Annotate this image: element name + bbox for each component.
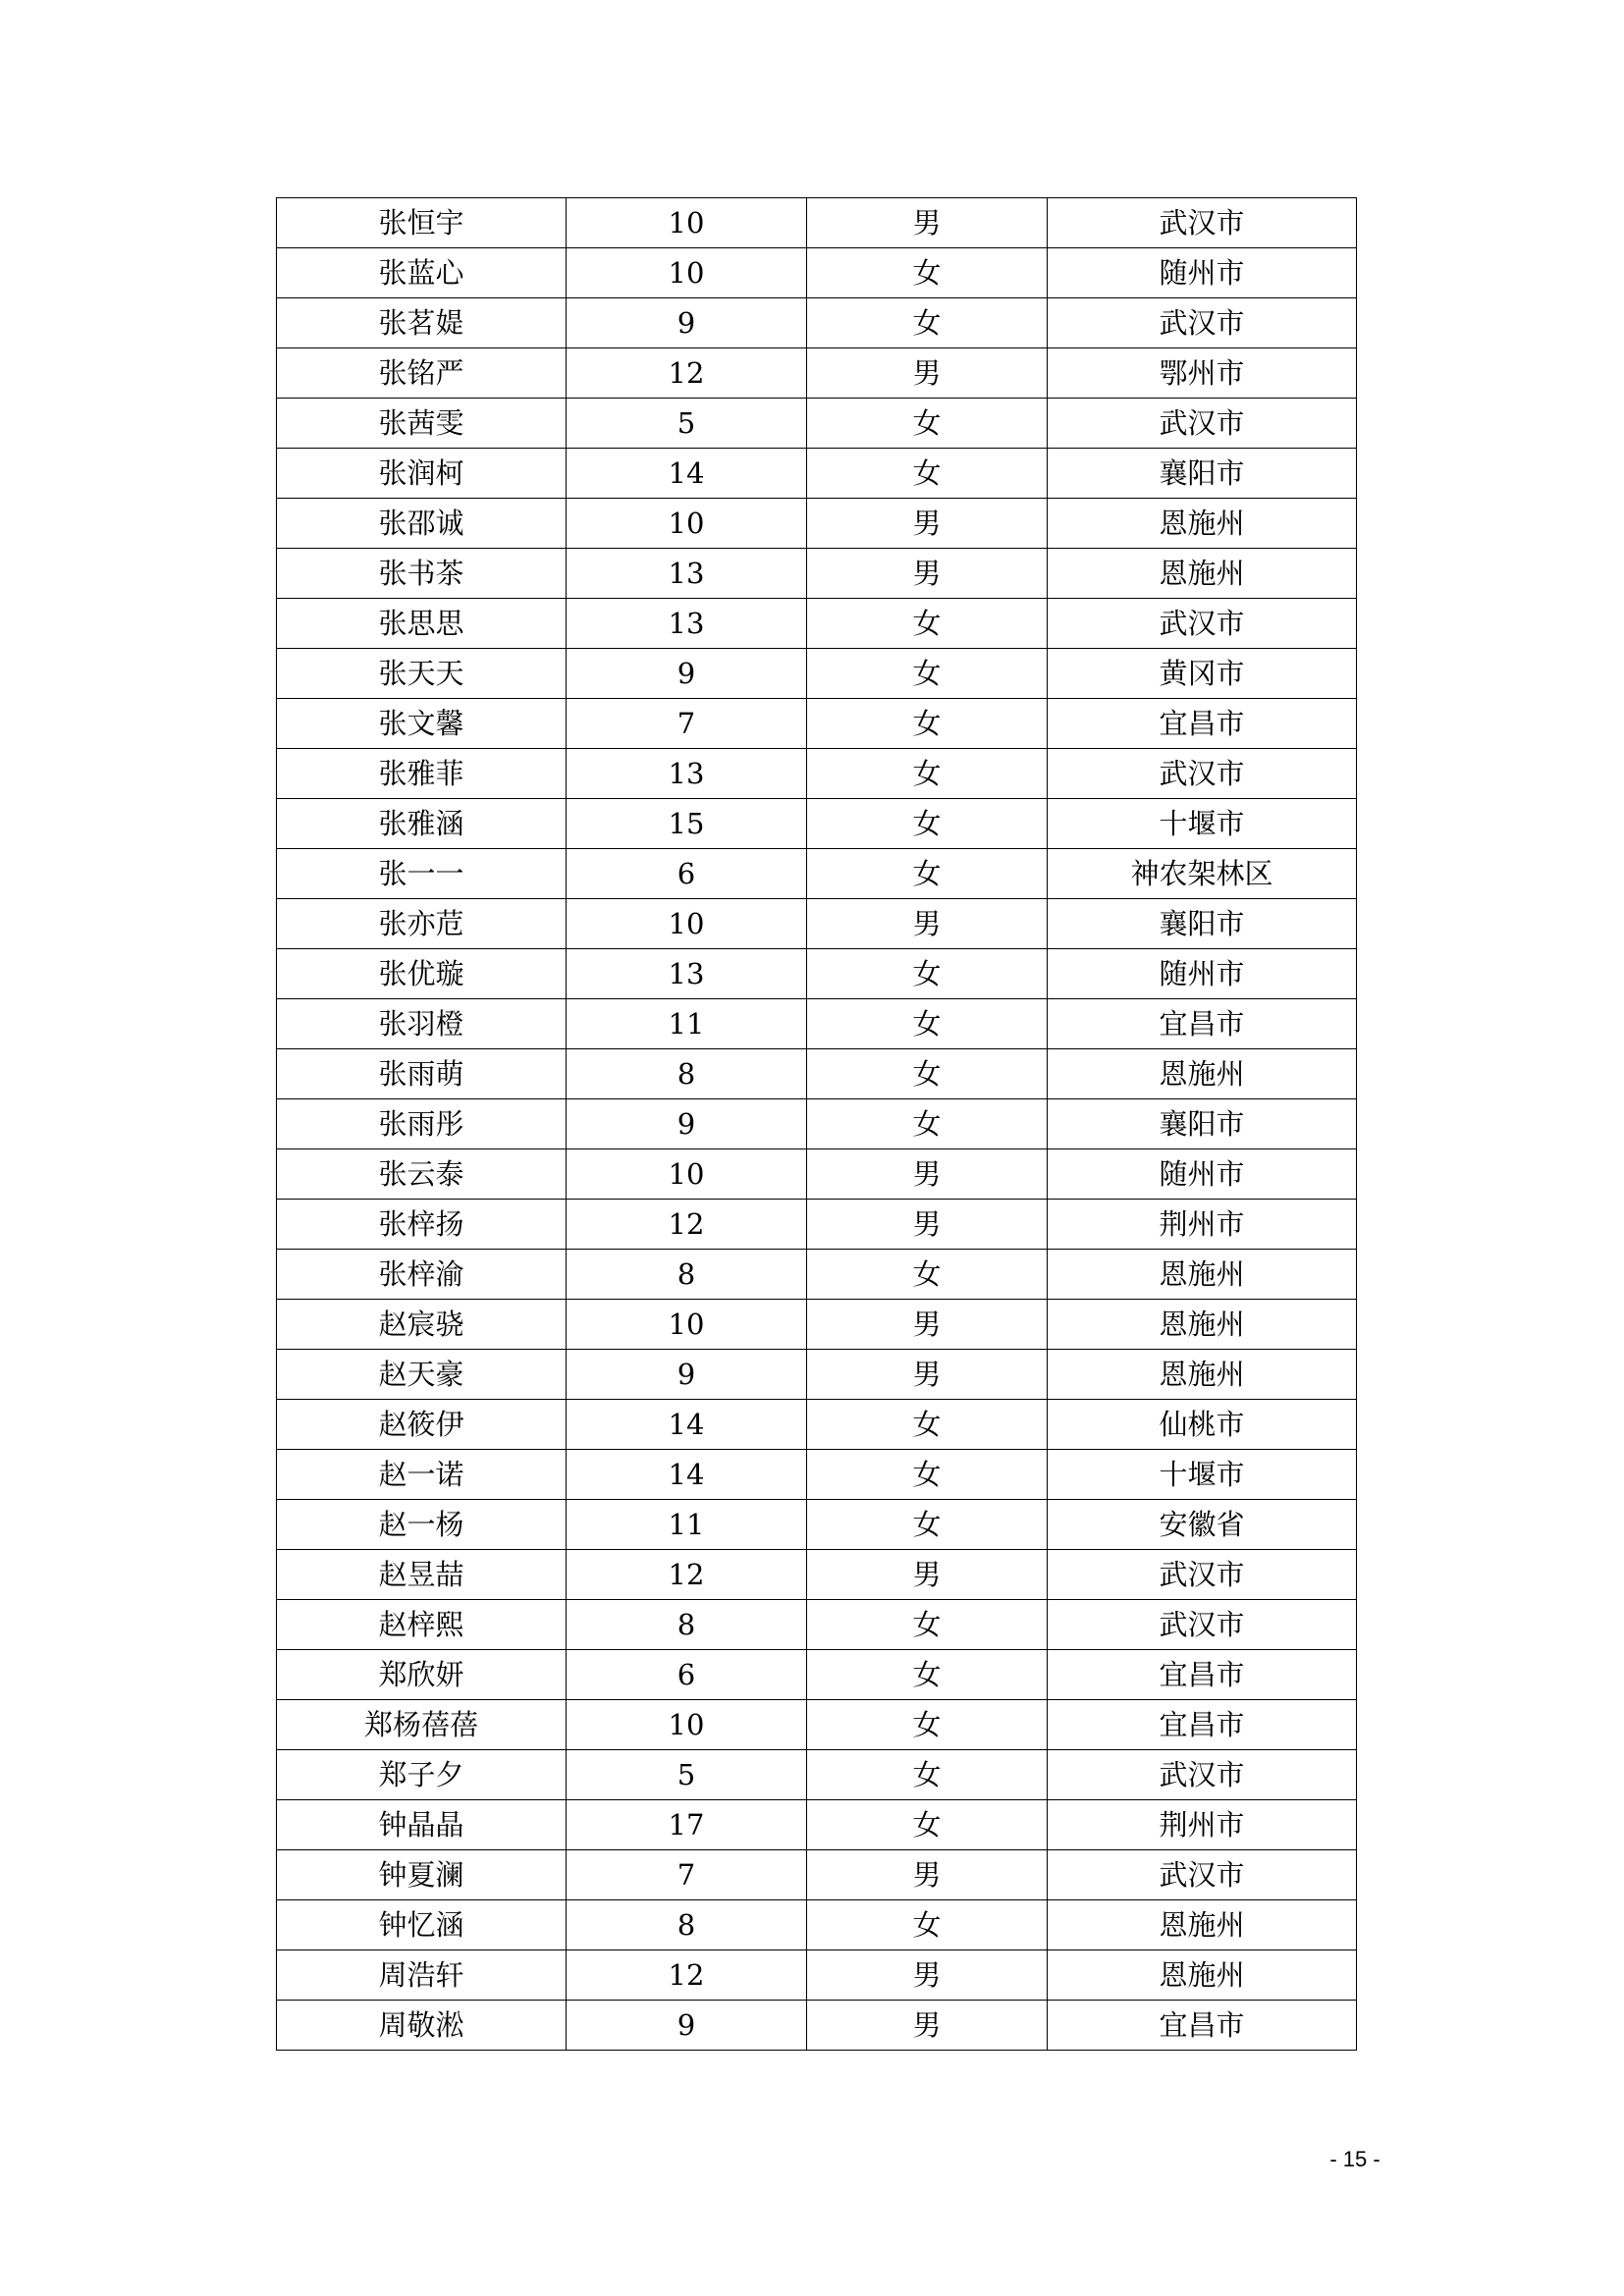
age-cell: 5 [567, 399, 807, 449]
region-cell: 恩施州 [1048, 1300, 1357, 1350]
name-cell: 张雨彤 [277, 1099, 567, 1149]
age-cell: 13 [567, 549, 807, 599]
region-cell: 襄阳市 [1048, 899, 1357, 949]
table-row [277, 1300, 1357, 1350]
table-row [277, 1800, 1357, 1850]
name-cell: 周敬淞 [277, 2001, 567, 2051]
name-cell: 赵一诺 [277, 1450, 567, 1500]
table-row [277, 1750, 1357, 1800]
age-cell: 9 [567, 1099, 807, 1149]
table-row [277, 499, 1357, 549]
name-cell: 钟晶晶 [277, 1800, 567, 1850]
age-cell: 9 [567, 649, 807, 699]
region-cell: 鄂州市 [1048, 348, 1357, 399]
gender-cell: 女 [807, 1099, 1048, 1149]
name-cell: 张雅涵 [277, 799, 567, 849]
table-row [277, 1149, 1357, 1200]
age-cell: 11 [567, 1500, 807, 1550]
name-cell: 张邵诚 [277, 499, 567, 549]
gender-cell: 女 [807, 1750, 1048, 1800]
gender-cell: 女 [807, 298, 1048, 348]
participant-table [276, 197, 1357, 2051]
name-cell: 钟忆涵 [277, 1900, 567, 1950]
table-row [277, 1650, 1357, 1700]
gender-cell: 女 [807, 1049, 1048, 1099]
region-cell: 武汉市 [1048, 749, 1357, 799]
region-cell: 安徽省 [1048, 1500, 1357, 1550]
region-cell: 宜昌市 [1048, 999, 1357, 1049]
age-cell: 10 [567, 1149, 807, 1200]
age-cell: 11 [567, 999, 807, 1049]
gender-cell: 女 [807, 399, 1048, 449]
gender-cell: 女 [807, 1900, 1048, 1950]
age-cell: 15 [567, 799, 807, 849]
gender-cell: 女 [807, 248, 1048, 298]
name-cell: 赵筱伊 [277, 1400, 567, 1450]
name-cell: 赵梓熙 [277, 1600, 567, 1650]
region-cell: 襄阳市 [1048, 1099, 1357, 1149]
table-row [277, 1900, 1357, 1950]
name-cell: 张恒宇 [277, 198, 567, 248]
age-cell: 12 [567, 348, 807, 399]
age-cell: 8 [567, 1900, 807, 1950]
region-cell: 随州市 [1048, 949, 1357, 999]
gender-cell: 女 [807, 649, 1048, 699]
region-cell: 武汉市 [1048, 1550, 1357, 1600]
table-row [277, 1049, 1357, 1099]
region-cell: 宜昌市 [1048, 2001, 1357, 2051]
table-row [277, 899, 1357, 949]
name-cell: 赵一杨 [277, 1500, 567, 1550]
region-cell: 随州市 [1048, 1149, 1357, 1200]
name-cell: 张茜雯 [277, 399, 567, 449]
age-cell: 10 [567, 899, 807, 949]
gender-cell: 女 [807, 1700, 1048, 1750]
region-cell: 恩施州 [1048, 1950, 1357, 2001]
region-cell: 荆州市 [1048, 1800, 1357, 1850]
page-number: - 15 - [1329, 2147, 1380, 2171]
table-row [277, 1250, 1357, 1300]
region-cell: 宜昌市 [1048, 1700, 1357, 1750]
gender-cell: 女 [807, 1600, 1048, 1650]
region-cell: 武汉市 [1048, 1600, 1357, 1650]
table-row [277, 1200, 1357, 1250]
table-row [277, 2001, 1357, 2051]
gender-cell: 女 [807, 1250, 1048, 1300]
region-cell: 恩施州 [1048, 549, 1357, 599]
name-cell: 张羽橙 [277, 999, 567, 1049]
gender-cell: 女 [807, 849, 1048, 899]
gender-cell: 男 [807, 1149, 1048, 1200]
gender-cell: 男 [807, 1850, 1048, 1900]
table-row [277, 549, 1357, 599]
name-cell: 张雅菲 [277, 749, 567, 799]
name-cell: 张文馨 [277, 699, 567, 749]
table-row [277, 1350, 1357, 1400]
table-row [277, 799, 1357, 849]
name-cell: 钟夏澜 [277, 1850, 567, 1900]
name-cell: 郑杨蓓蓓 [277, 1700, 567, 1750]
name-cell: 张梓扬 [277, 1200, 567, 1250]
gender-cell: 女 [807, 949, 1048, 999]
table-row [277, 449, 1357, 499]
table-row [277, 298, 1357, 348]
table-row [277, 699, 1357, 749]
age-cell: 10 [567, 499, 807, 549]
gender-cell: 男 [807, 899, 1048, 949]
region-cell: 恩施州 [1048, 499, 1357, 549]
gender-cell: 女 [807, 449, 1048, 499]
region-cell: 武汉市 [1048, 1850, 1357, 1900]
name-cell: 张润柯 [277, 449, 567, 499]
region-cell: 黄冈市 [1048, 649, 1357, 699]
age-cell: 9 [567, 298, 807, 348]
age-cell: 9 [567, 2001, 807, 2051]
table-row [277, 1550, 1357, 1600]
region-cell: 荆州市 [1048, 1200, 1357, 1250]
name-cell: 张雨萌 [277, 1049, 567, 1099]
region-cell: 十堰市 [1048, 799, 1357, 849]
table-row [277, 1600, 1357, 1650]
table-row [277, 248, 1357, 298]
gender-cell: 男 [807, 1300, 1048, 1350]
name-cell: 赵昱喆 [277, 1550, 567, 1600]
name-cell: 张梓渝 [277, 1250, 567, 1300]
region-cell: 宜昌市 [1048, 1650, 1357, 1700]
table-row [277, 1400, 1357, 1450]
name-cell: 郑子夕 [277, 1750, 567, 1800]
age-cell: 13 [567, 749, 807, 799]
age-cell: 6 [567, 1650, 807, 1700]
age-cell: 5 [567, 1750, 807, 1800]
table-row [277, 1450, 1357, 1500]
region-cell: 恩施州 [1048, 1250, 1357, 1300]
name-cell: 张茗媞 [277, 298, 567, 348]
gender-cell: 女 [807, 799, 1048, 849]
table-row [277, 999, 1357, 1049]
name-cell: 张亦苊 [277, 899, 567, 949]
name-cell: 张天天 [277, 649, 567, 699]
name-cell: 张优璇 [277, 949, 567, 999]
name-cell: 张云泰 [277, 1149, 567, 1200]
region-cell: 宜昌市 [1048, 699, 1357, 749]
age-cell: 10 [567, 248, 807, 298]
region-cell: 襄阳市 [1048, 449, 1357, 499]
gender-cell: 男 [807, 549, 1048, 599]
table-row [277, 849, 1357, 899]
gender-cell: 男 [807, 499, 1048, 549]
name-cell: 张蓝心 [277, 248, 567, 298]
age-cell: 12 [567, 1550, 807, 1600]
gender-cell: 男 [807, 1200, 1048, 1250]
name-cell: 周浩轩 [277, 1950, 567, 2001]
region-cell: 武汉市 [1048, 399, 1357, 449]
age-cell: 8 [567, 1250, 807, 1300]
name-cell: 张铭严 [277, 348, 567, 399]
gender-cell: 女 [807, 999, 1048, 1049]
name-cell: 张一一 [277, 849, 567, 899]
age-cell: 6 [567, 849, 807, 899]
gender-cell: 男 [807, 1550, 1048, 1600]
table-row [277, 599, 1357, 649]
age-cell: 14 [567, 449, 807, 499]
gender-cell: 女 [807, 1400, 1048, 1450]
age-cell: 10 [567, 1300, 807, 1350]
region-cell: 武汉市 [1048, 198, 1357, 248]
region-cell: 仙桃市 [1048, 1400, 1357, 1450]
name-cell: 张思思 [277, 599, 567, 649]
region-cell: 武汉市 [1048, 1750, 1357, 1800]
participant-table-body [277, 198, 1357, 2051]
table-row [277, 649, 1357, 699]
gender-cell: 女 [807, 749, 1048, 799]
gender-cell: 女 [807, 1800, 1048, 1850]
region-cell: 恩施州 [1048, 1350, 1357, 1400]
table-row [277, 749, 1357, 799]
region-cell: 神农架林区 [1048, 849, 1357, 899]
age-cell: 7 [567, 1850, 807, 1900]
gender-cell: 男 [807, 348, 1048, 399]
table-row [277, 1950, 1357, 2001]
gender-cell: 男 [807, 1950, 1048, 2001]
region-cell: 武汉市 [1048, 298, 1357, 348]
table-row [277, 1500, 1357, 1550]
age-cell: 10 [567, 198, 807, 248]
gender-cell: 男 [807, 198, 1048, 248]
region-cell: 武汉市 [1048, 599, 1357, 649]
gender-cell: 女 [807, 599, 1048, 649]
table-row [277, 1700, 1357, 1750]
name-cell: 赵宸骁 [277, 1300, 567, 1350]
age-cell: 17 [567, 1800, 807, 1850]
age-cell: 7 [567, 699, 807, 749]
region-cell: 恩施州 [1048, 1049, 1357, 1099]
gender-cell: 男 [807, 2001, 1048, 2051]
name-cell: 郑欣妍 [277, 1650, 567, 1700]
region-cell: 恩施州 [1048, 1900, 1357, 1950]
name-cell: 张书茶 [277, 549, 567, 599]
table-row [277, 1099, 1357, 1149]
region-cell: 十堰市 [1048, 1450, 1357, 1500]
gender-cell: 男 [807, 1350, 1048, 1400]
age-cell: 12 [567, 1950, 807, 2001]
age-cell: 14 [567, 1450, 807, 1500]
region-cell: 随州市 [1048, 248, 1357, 298]
age-cell: 10 [567, 1700, 807, 1750]
age-cell: 12 [567, 1200, 807, 1250]
age-cell: 9 [567, 1350, 807, 1400]
gender-cell: 女 [807, 1650, 1048, 1700]
age-cell: 13 [567, 949, 807, 999]
table-row [277, 348, 1357, 399]
gender-cell: 女 [807, 699, 1048, 749]
table-row [277, 949, 1357, 999]
age-cell: 14 [567, 1400, 807, 1450]
age-cell: 8 [567, 1049, 807, 1099]
age-cell: 13 [567, 599, 807, 649]
name-cell: 赵天豪 [277, 1350, 567, 1400]
table-row [277, 1850, 1357, 1900]
table-row [277, 399, 1357, 449]
age-cell: 8 [567, 1600, 807, 1650]
gender-cell: 女 [807, 1450, 1048, 1500]
gender-cell: 女 [807, 1500, 1048, 1550]
table-row [277, 198, 1357, 248]
